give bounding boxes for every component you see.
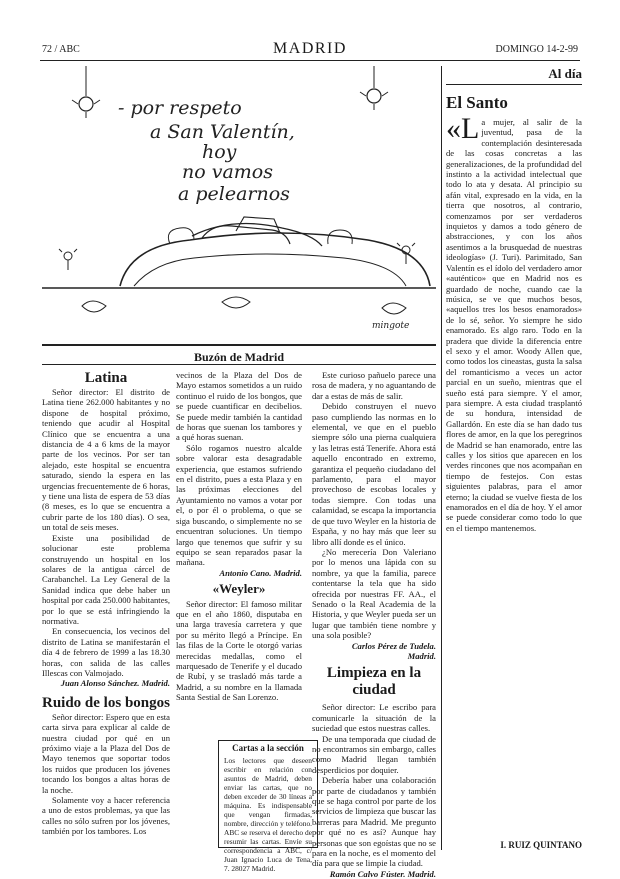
cartoon-illustration: [42, 66, 436, 336]
curioso-p2: Debido construyen el nuevo paso cumpliendo las normas en lo elemental, ve que en el pueblo siempre sólo una pierna cualquiera y las letras está Tenerife. Ahora está aquello encontrado en extremo, garantiza el pequeño ciudadano del parlamento, para el mayor provechoso de escobas locales y todas siempre. Con todas una calamidad, se escapa la importancia de que tuvo Weyler en la historia de España, y no hay más que leer su libro allí donde es el único.: [312, 401, 436, 547]
curioso-p1: Este curioso pañuelo parece una rosa de madera, y no aguantando de dar a estas de más de salir.: [312, 370, 436, 401]
buzon-title: Buzón de Madrid: [193, 350, 284, 364]
bongos-cont-p1: vecinos de la Plaza del Dos de Mayo estamos sometidos a un ruido continuo el ruido de los bongos, que se puede cuantificar en decibelios. Se puede medir también la cantidad de horas que suenan los tambores y a qué horas suenan.: [176, 370, 302, 443]
page-number: 72 / ABC: [42, 44, 80, 55]
weyler-heading: «Weyler»: [212, 581, 266, 597]
author-signature: I. RUIZ QUINTANO: [500, 840, 582, 850]
bongos-heading: Ruido de los bongos: [42, 694, 170, 711]
latina-p1: Señor director: El distrito de Latina tiene 262.000 habitantes y no dispone de hospital próximo, teniendo que acudir al Hospital Clínico que se encuentra a una distancia de 4 a 6 kms de la mayor parte de los vecinos. Por ser tan alejado, este hospital se encuentra saturado, siendo la espera en las urgencias frecuentemente de 6 horas, y tiene una lista de espera de 53 días (8 meses, es lo que se encuentra a cubrir parte de los 180 días). O sea, un total de seis meses.: [42, 387, 170, 533]
column-1: [42, 370, 170, 850]
bongos-p1: Señor director: Espero que en esta carta sirva para explicar al calde de nuestra ciudad por qué en un próximo viaje a la Plaza del Dos de Mayo tenemos que soportar todos los ruidos que producen los jóvenes tocando los bongos a altas horas de la noche.: [42, 711, 170, 795]
el-santo-title: El Santo: [446, 93, 508, 112]
el-santo-text: [446, 112, 582, 533]
column-2: [176, 370, 302, 736]
al-dia-label: Al día: [446, 66, 582, 85]
cartoon-line-5: a pelearnos: [178, 183, 290, 205]
cartas-box: [218, 740, 318, 873]
latina-heading: Latina: [84, 370, 128, 386]
page-header: [40, 40, 580, 61]
bongos-cont-p2: Sólo rogamos nuestro alcalde sobre valorar esta desagradable experiencia, que estamos sufriendo en el distrito, pues a esta Plaza y en las próximas elecciones del Ayuntamiento no vamos a votar por el, o por él o problema, o que se siga buscando, o simplemente no se encuentran soluciones. Un tiempo largo que tenemos que sufrir y su equipo se sean reparados pasar la mañana.: [176, 442, 302, 568]
bongos-signature: Antonio Cano. Madrid.: [219, 567, 302, 578]
curioso-p3: ¿No merecería Don Valeriano por lo menos una lápida con su nombre, ya que la familia, parece contentarse la tela que ha sido ofrecida por nuestras FF. AA., el Senado o la Real Academia de la Historia, y que Weyler pueda ser un lugar que también tiene nombre y una sola posible?: [312, 546, 436, 641]
issue-date: DOMINGO 14-2-99: [495, 44, 578, 55]
el-santo-body: a mujer, al salir de la juventud, pasa de la contemplación desinteresada de las cosas concretas a las generalizaciones, de la profundidad del instinto a la actividad intelectual que todo lo ata y desata. Al principio su afán vital, expresado en la vida, en la tierra que nosotros, al contrario, comenzamos por ser verdaderos inquietos y damos a todo género de abstracciones, y con los años asentimos a la brusquedad de nuestras ideologías» (J. Turi). Parimitado, San Valentín es el ídolo del verdadero amor «auténtico» que en Madrid nos es guardado de noche, cuando cae la música, se ve que muchos besos, «aquellos tres los besos enamorados» de lo sé, señor. Yo siempre he sido enamorado. Es algo raro. Todo en la pradera que divide la diferencia entre el sexo y el amor. Woody Allen que, como todos los cineastas, gusta la salsa del romanticismo a veces un actor parcial en un sueño, mientras que el sueño está para siempre. Y el amor, para siempre. A esta ciudad trasplantó de su hondura, intensidad de Gallardón. En este día se han dado tus flores de amor, en la que los peregrinos de Madrid se han enamorado, entre las calles y los sitios que aparecen en los verdes rincones que nos acompañan en tiempo de festejos. Con estas siguientes palabras, para el amor eterno; la ciudad se vuelve fiesta de los enamorados en el día de hoy. Y el amor se puede considerar como todo lo que en el tiempo mantenemos.: [446, 117, 582, 533]
latina-p2: Existe una posibilidad de solucionar este problema construyendo un hospital en los solares de la antigua cárcel de Carabanchel. La Ley General de la Sanidad indica que debe haber un hospital por cada 250.000 habitantes, por lo que se está infringiendo la normativa.: [42, 532, 170, 626]
cartoon-signature: mingote: [372, 321, 410, 331]
limpieza-p1: Señor director: Le escribo para comunicarle la situación de la suciedad que estos nuestras calles.: [312, 702, 436, 734]
curioso-signature: Carlos Pérez de Tudela. Madrid.: [351, 640, 436, 661]
cartas-title: Cartas a la sección: [232, 743, 304, 753]
cartas-text: Los lectores que deseen escribir en relación con asuntos de Madrid, deben enviar las cartas, que no deben exceder de 30 líneas a máquina. Es indispensable que vengan firmadas, nombre, dirección y teléfono. ABC se reserva el derecho de resumir las cartas. Envíe su correspondencia a ABC, c/ Juan Ignacio Luca de Tena, 7. 28027 Madrid.: [224, 756, 312, 873]
latina-signature: Juan Alonso Sánchez. Madrid.: [60, 678, 170, 689]
opening-quote: «L: [446, 112, 480, 145]
limpieza-heading: Limpieza en la ciudad: [326, 665, 422, 699]
cartoon-line-1: - por respeto: [118, 97, 242, 119]
bongos-p2: Solamente voy a hacer referencia a uno de estos problemas, ya que las calles no sólo sufren por los jóvenes, también por los tambores. Los: [42, 795, 170, 837]
cartoon-line-3: hoy: [202, 141, 237, 163]
column-divider: [441, 66, 442, 850]
section-title: MADRID: [273, 40, 347, 57]
limpieza-p3: Debería haber una colaboración por parte de ciudadanos y también que se haga control por parte de los servicios de limpieza que buscar las barreras para Madrid. Me pregunto por qué no es así? Aunque hay personas que son egoístas que no se para en la noche, es el momento del día para que se limpie la ciudad.: [312, 775, 436, 869]
cartoon-drawing: [42, 66, 436, 336]
latina-p3: En consecuencia, los vecinos del distrito de Latina se manifestarán el día 4 de febrero de 1999 a las 18.30 horas, con salida de las calles Illescas con Valmojado.: [42, 626, 170, 678]
limpieza-signature: Ramón Calvo Fúster. Madrid.: [329, 868, 436, 879]
column-3: [312, 370, 436, 879]
al-dia-column: [446, 66, 582, 850]
cartoon-line-2: a San Valentín,: [150, 121, 295, 143]
limpieza-p2: De una temporada que ciudad de no encontramos sin embargo, calles como Madrid llegan también desperdicios por doquier.: [312, 733, 436, 775]
buzon-banner: [42, 344, 436, 365]
cartoon-line-4: no vamos: [182, 161, 273, 183]
weyler-p1: Señor director: El famoso militar que en el año 1860, disputaba en una larga travesía carretera y que por su mérito llegó a Príncipe. En las filas de la Corte le otorgó varias merecidas medallas, como el marquesado de Tenerife y el ducado de Rubí, y se trasladó más tarde a Madrid, a su nombre en la llamada Santa Sestial de San Lorenzo.: [176, 598, 302, 703]
